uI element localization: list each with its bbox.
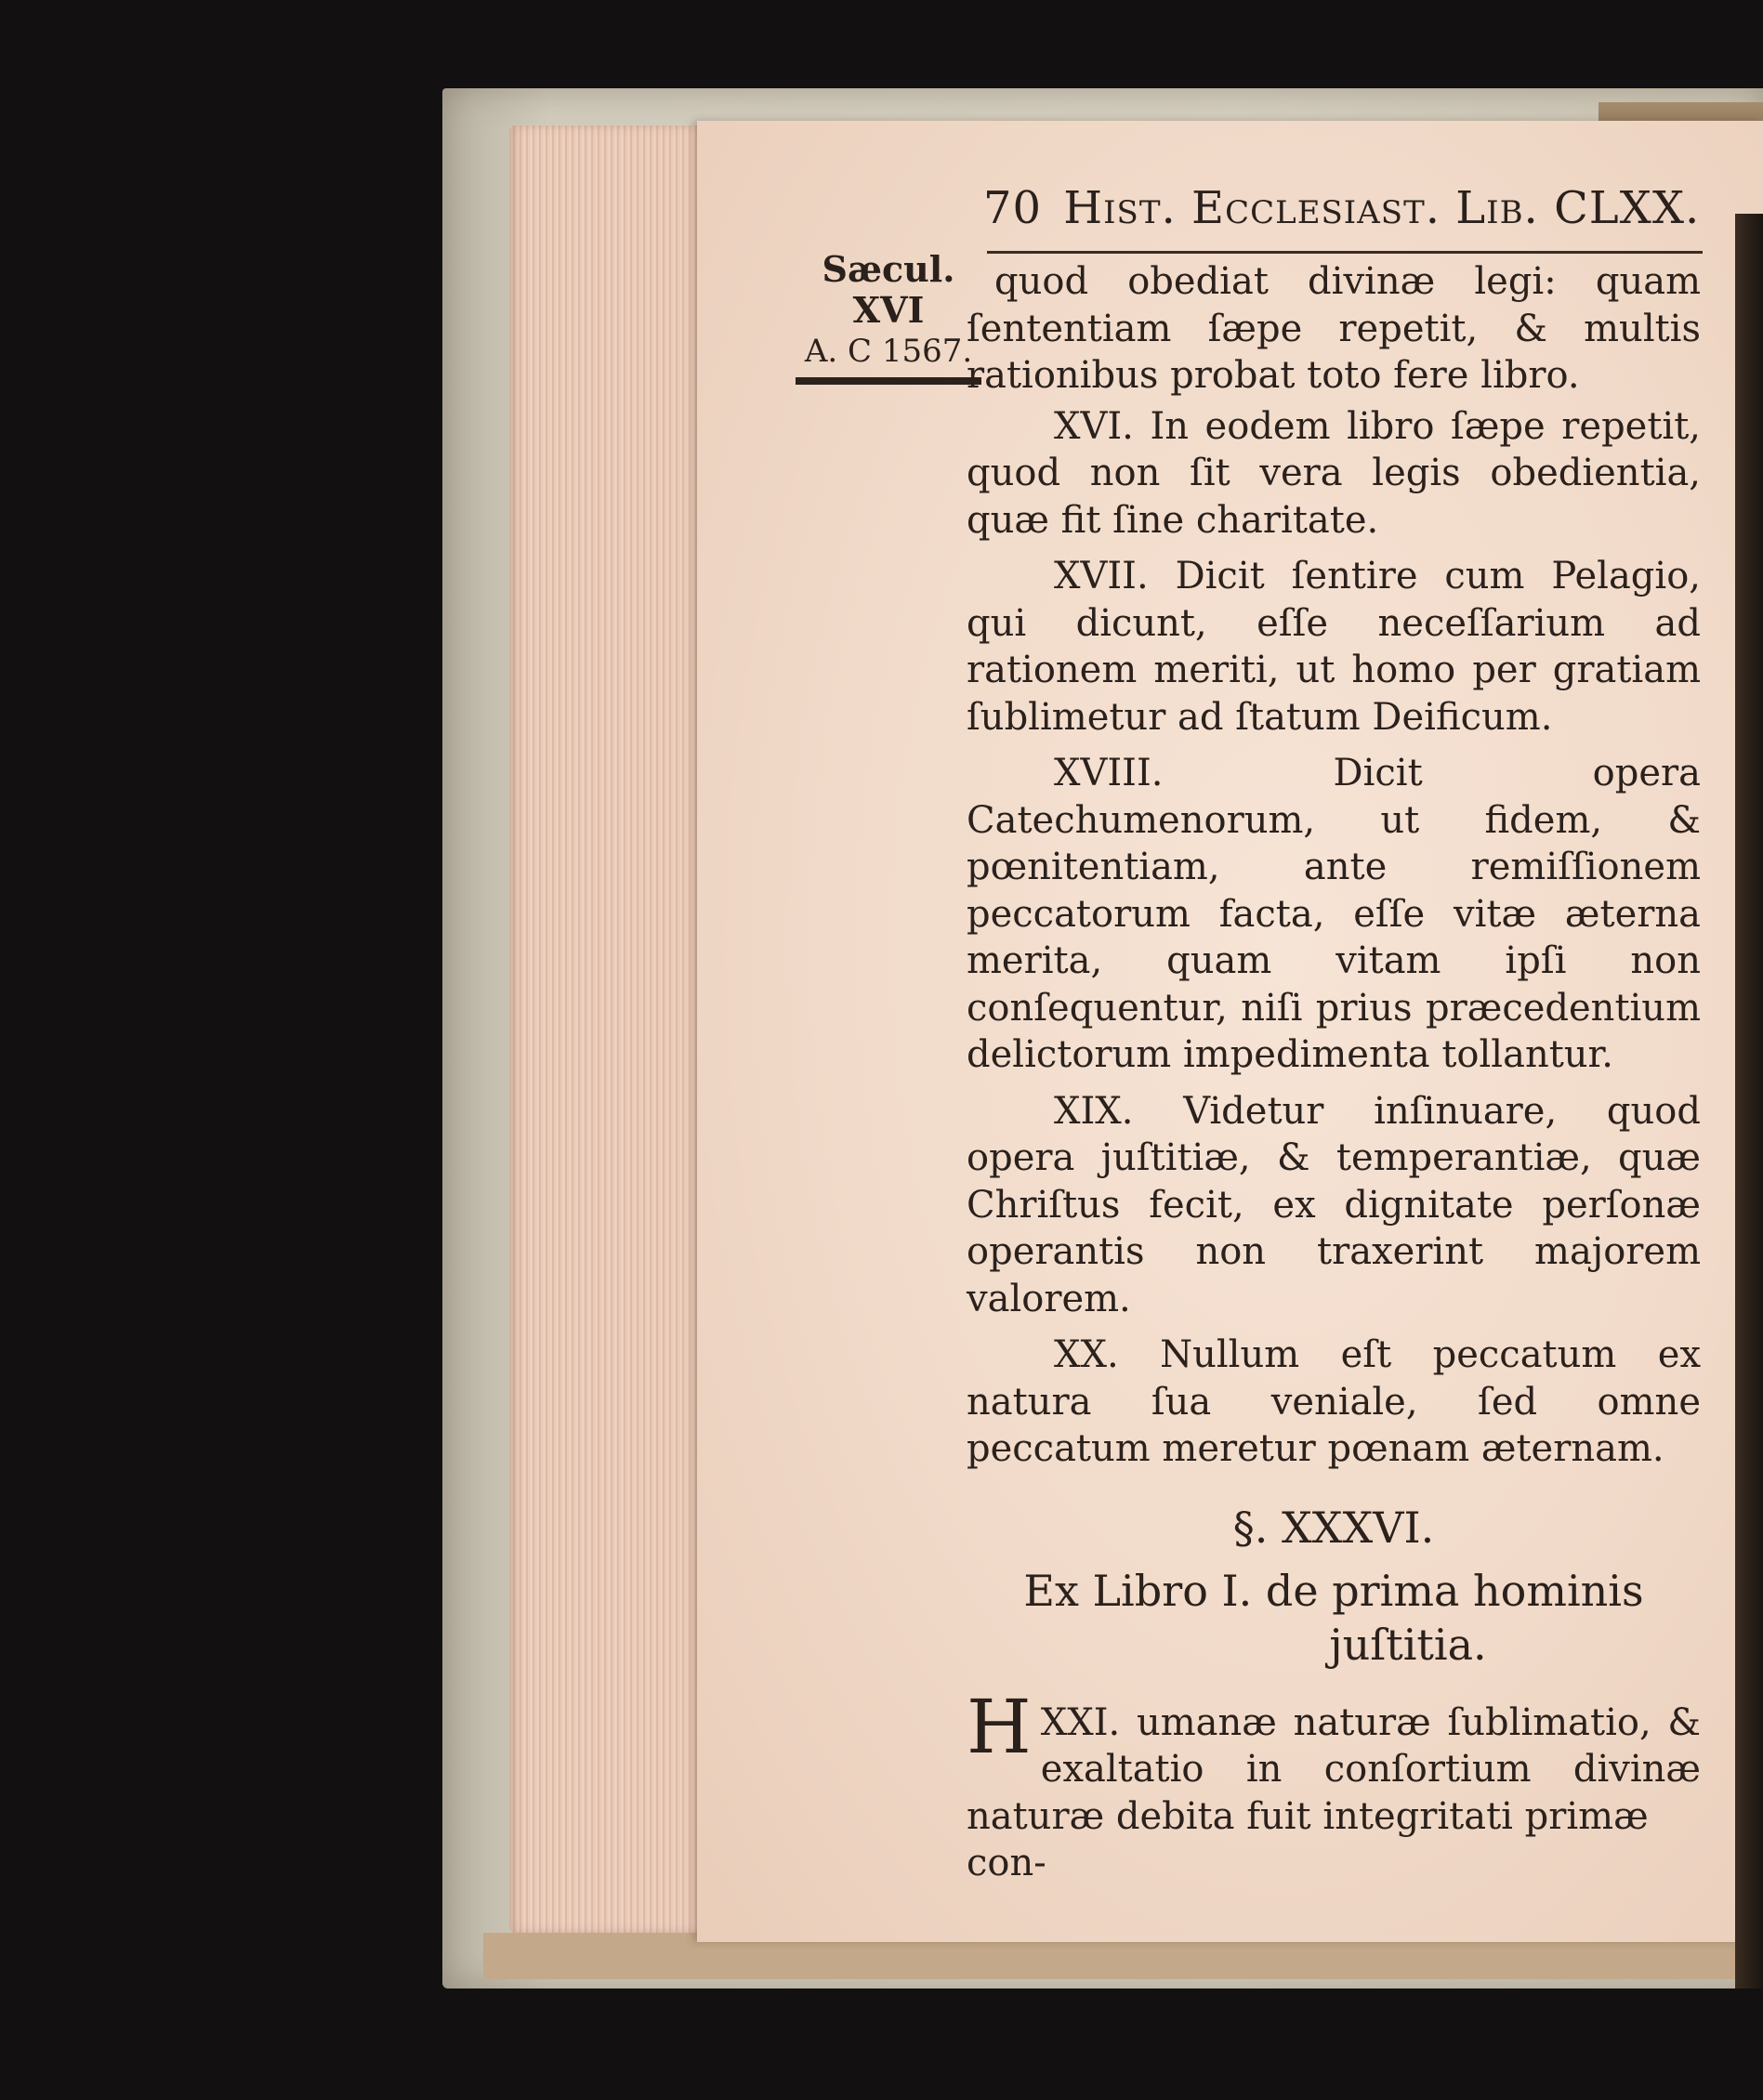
paragraph-xx: XX. Nullum eſt peccatum ex natura ſua veniale, ſed omne peccatum meretur pœnam æternam. [967, 1333, 1701, 1470]
paragraph-xxi-text: umanæ naturæ ſublimatio, & exaltatio in conſortium divinæ naturæ debita fuit integritati primæ [967, 1700, 1702, 1838]
catchword: con- [967, 1842, 1046, 1884]
margin-note-century: Sæcul. XVI [822, 248, 955, 331]
page-number: 70 [983, 182, 1043, 234]
paragraph-xix: XIX. Videtur inſinuare, quod opera juſtitiæ, & temperantiæ, quæ Chriſtus fecit, ex dignitate perſonæ operantis non traxerint majorem valorem. [967, 1089, 1701, 1320]
paragraph-xxi-numeral: XXI. [1040, 1700, 1121, 1744]
running-header [983, 182, 1701, 242]
drop-capital: H [967, 1683, 1032, 1770]
paragraph-xvi: XVI. In eodem libro ſæpe repetit, quod non ſit vera legis obedientia, quæ fit ſine charitate. [967, 404, 1701, 542]
margin-note-rule [796, 377, 981, 385]
paragraph-xviii: XVIII. Dicit opera Catechumenorum, ut fidem, & pœnitentiam, ante remiſſionem peccatorum facta, eſſe vitæ æterna merita, quam vitam ipſi non conſequentur, niſi prius præcedentium delictorum impedimenta tollantur. [967, 752, 1701, 1076]
running-title: Hist. Ecclesiast. Lib. CLXX. [1063, 182, 1701, 234]
section-title-line2: juſtitia. [1329, 1619, 1487, 1670]
gutter-shadow [1735, 214, 1763, 1988]
margin-note-year: A. C 1567. [804, 333, 973, 370]
body-text [967, 258, 1701, 1887]
header-rule [987, 251, 1703, 254]
paragraph-xvii: XVII. Dicit ſentire cum Pelagio, qui dicunt, eſſe neceſſarium ad rationem meriti, ut homo per gratiam ſublimetur ad ſtatum Deificum. [967, 555, 1701, 739]
margin-note [796, 249, 981, 385]
paragraph-continuation: quod obediat divinæ legi: quam ſententiam ſæpe repetit, & multis rationibus probat toto fere libro. [967, 260, 1701, 397]
section-number: §. XXXVI. [1232, 1502, 1435, 1553]
section-title-line1: Ex Libro I. de prima hominis [1023, 1565, 1644, 1616]
page-fore-edge [509, 125, 704, 1933]
paragraph-xxi [967, 1683, 1702, 1841]
